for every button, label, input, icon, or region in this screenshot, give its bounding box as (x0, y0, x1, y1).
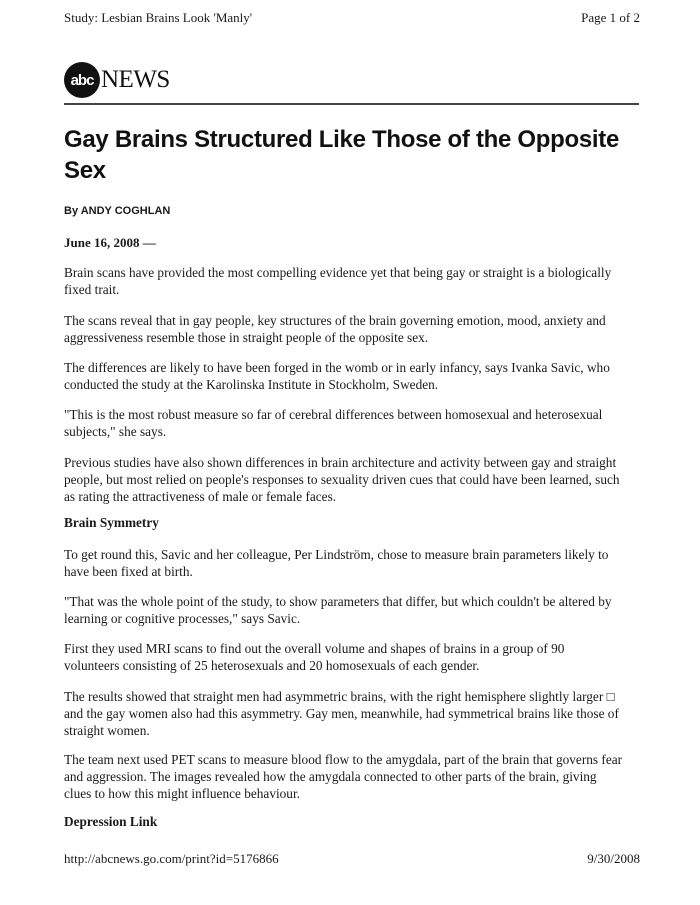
text-line: To get round this, Savic and her colleague, Per Lindström, chose to measure brain parameters likely to (64, 547, 609, 562)
paragraph (64, 359, 610, 393)
text-line: subjects," she says. (64, 424, 167, 439)
paragraph (64, 312, 606, 346)
text-line: The results showed that straight men had asymmetric brains, with the right hemisphere slightly larger □ (64, 689, 615, 704)
text-line: Brain scans have provided the most compelling evidence yet that being gay or straight is a biologically (64, 265, 612, 280)
footer-date: 9/30/2008 (587, 851, 640, 866)
text-line: Depression Link (64, 814, 158, 829)
footer-url: http://abcnews.go.com/print?id=5176866 (64, 851, 279, 866)
article-date: June 16, 2008 — (64, 235, 156, 250)
paragraph (64, 640, 564, 674)
abc-logo-mark: abc (64, 62, 100, 98)
title-line: Sex (64, 157, 106, 184)
text-line: The differences are likely to have been forged in the womb or in early infancy, says Ivanka Savic, who (64, 360, 610, 375)
paragraph (64, 688, 619, 739)
text-line: volunteers consisting of 25 heterosexuals and 20 homosexuals of each gender. (64, 658, 480, 673)
text-line: and the gay women also had this asymmetry. Gay men, meanwhile, had symmetrical brains like those of (64, 706, 619, 721)
paragraph (64, 406, 602, 440)
byline: By ANDY COGHLAN (64, 205, 171, 217)
page-header-title: Study: Lesbian Brains Look 'Manly' (64, 10, 253, 25)
page-number: Page 1 of 2 (581, 10, 640, 25)
text-line: "That was the whole point of the study, to show parameters that differ, but which couldn't be altered by (64, 594, 612, 609)
header-divider (64, 103, 639, 105)
text-line: fixed trait. (64, 282, 120, 297)
text-line: conducted the study at the Karolinska Institute in Stockholm, Sweden. (64, 377, 439, 392)
paragraph (64, 454, 620, 505)
text-line: The team next used PET scans to measure blood flow to the amygdala, part of the brain that governs fear (64, 752, 623, 767)
abc-news-logo (64, 62, 170, 98)
text-line: have been fixed at birth. (64, 564, 193, 579)
text-line: straight women. (64, 723, 150, 738)
paragraph (64, 546, 608, 580)
text-line: and aggression. The images revealed how the amygdala connected to other parts of the brain, giving (64, 769, 597, 784)
news-wordmark: NEWS (101, 66, 170, 93)
text-line: learning or cognitive processes," says Savic. (64, 611, 301, 626)
paragraph (64, 751, 622, 802)
text-line: "This is the most robust measure so far of cerebral differences between homosexual and heterosexual (64, 407, 603, 422)
text-line: people, but most relied on people's responses to sexuality driven cues that could have been learned, such (64, 472, 620, 487)
paragraph (64, 593, 612, 627)
text-line: aggressiveness resemble those in straight people of the opposite sex. (64, 330, 429, 345)
section-heading (64, 814, 157, 830)
paragraph (64, 264, 611, 298)
text-line: clues to how this might influence behaviour. (64, 786, 300, 801)
text-line: Previous studies have also shown differences in brain architecture and activity between gay and straight (64, 455, 617, 470)
text-line: as rating the attractiveness of male or female faces. (64, 489, 337, 504)
text-line: First they used MRI scans to find out the overall volume and shapes of brains in a group of 90 (64, 641, 565, 656)
section-heading (64, 515, 159, 531)
text-line: The scans reveal that in gay people, key structures of the brain governing emotion, mood, anxiety and (64, 313, 606, 328)
title-line: Gay Brains Structured Like Those of the Opposite (64, 126, 620, 153)
text-line: Brain Symmetry (64, 515, 159, 530)
article-title (64, 124, 654, 186)
